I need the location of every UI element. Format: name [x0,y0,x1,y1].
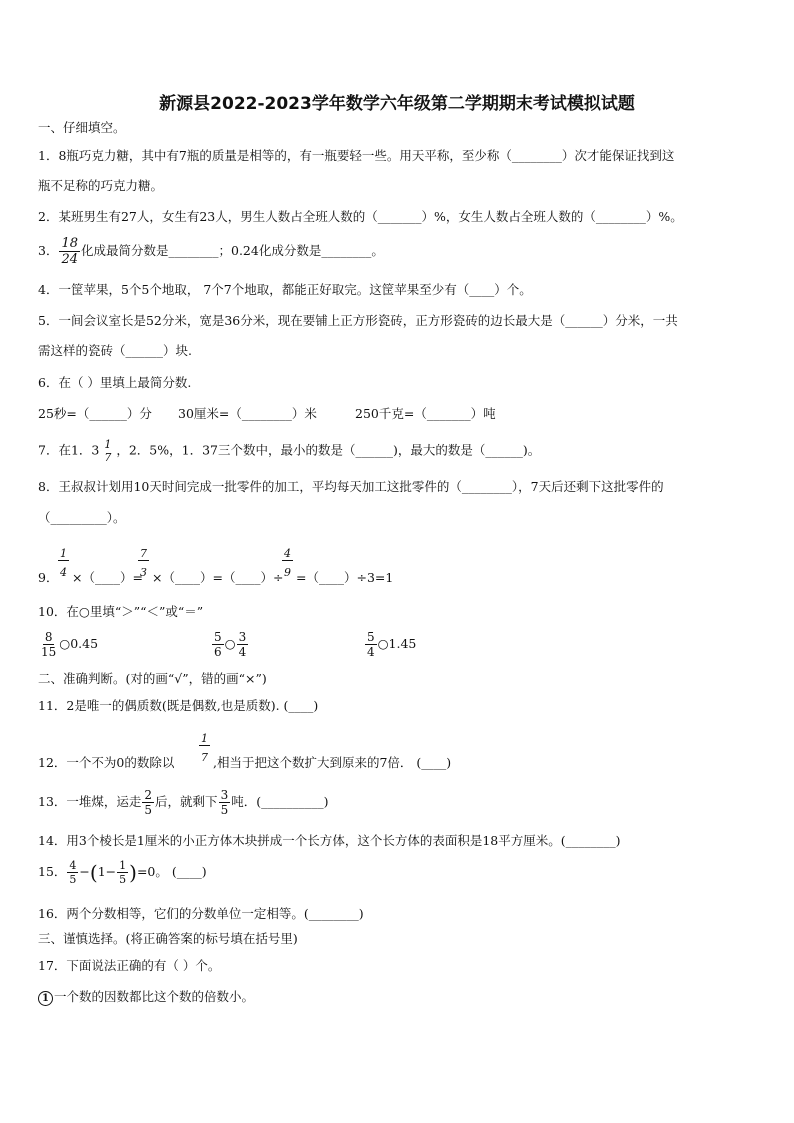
question-11: 11．2是唯一的偶质数(既是偶数,也是质数). (____) [38,698,319,713]
question-7: 7．在1．3 1 7 ，2．5%，1．37三个数中，最小的数是（______)，最大的数是（______)。 [38,438,541,464]
question-6: 6．在（ ）里填上最简分数. [38,375,192,390]
question-6-a: 25秒=（______）分 [38,406,152,421]
question-2: 2．某班男生有27人，女生有23人，男生人数占全班人数的（_______）%，女生人数占全班人数的（________）%。 [38,209,683,224]
question-8-line-2: （_________）。 [38,510,126,525]
fraction: $\frac{7}{3}$ [140,547,147,579]
section-heading-fill: 一、仔细填空。 [38,120,126,135]
fraction: $\frac{3}{4}$ [238,630,247,659]
fraction: $\frac{2}{5}$ [144,788,153,817]
fraction: $\frac{4}{5}$ [69,859,77,886]
question-10-c: $\frac{5}{4}$ ○1.45 [367,630,417,659]
question-13: 13．一堆煤，运走 $\frac{2}{5}$ 后，就剩下 $\frac{3}{5}$ 吨．(__________) [38,788,329,817]
question-5-line-2: 需这样的瓷砖（______）块. [38,343,192,358]
fraction: 1 7 [104,438,112,464]
fraction: $\frac{8}{15}$ [41,630,57,659]
fraction: $\frac{18}{24}$ [61,236,78,267]
fraction: $\frac{5}{4}$ [367,630,375,659]
fraction: $\frac{1}{5}$ [119,859,127,886]
question-1-line-1: 1．8瓶巧克力糖，其中有7瓶的质量是相等的，有一瓶要轻一些。用天平称，至少称（________）次才能保证找到这 [38,148,675,163]
question-17-option-1: 1 一个数的因数都比这个数的倍数小。 [38,989,254,1006]
question-4: 4．一筐苹果，5个5个地取， 7个7个地取，都能正好取完。这筐苹果至少有（____）个。 [38,282,532,297]
question-10: 10．在○里填“＞”“＜”或“＝” [38,604,204,619]
question-3: 3． $\frac{18}{24}$ 化成最简分数是________；0.24化成分数是________。 [38,236,384,267]
question-6-b: 30厘米=（________）米 [178,406,317,421]
question-10-a: $\frac{8}{15}$ ○0.45 [41,630,99,659]
fraction: $\frac{3}{5}$ [220,788,229,817]
question-5-line-1: 5．一间会议室长是52分米，宽是36分米，现在要铺上正方形瓷砖，正方形瓷砖的边长最大是（______）分米，一共 [38,313,678,328]
question-14: 14．用3个棱长是1厘米的小正方体木块拼成一个长方体，这个长方体的表面积是18平方厘米。(________) [38,833,621,848]
circled-number: 1 [38,991,53,1006]
fraction: $\frac{1}{4}$ [60,547,67,579]
question-15: 15． $\frac{4}{5}$ −(1− $\frac{1}{5}$ )=0。 (____) [38,859,207,886]
question-16: 16．两个分数相等，它们的分数单位一定相等。(________) [38,906,364,921]
question-6-c: 250千克=（_______）吨 [355,406,496,421]
question-10-b: $\frac{5}{6}$ ○ $\frac{3}{4}$ [214,630,247,659]
question-8-line-1: 8．王叔叔计划用10天时间完成一批零件的加工，平均每天加工这批零件的（________），7天后还剩下这批零件的 [38,479,664,494]
question-17: 17．下面说法正确的有（ ）个。 [38,958,221,973]
question-1-line-2: 瓶不足称的巧克力糖。 [38,178,164,193]
section-heading-choice: 三、谨慎选择。(将正确答案的标号填在括号里) [38,931,298,946]
section-heading-judge: 二、准确判断。(对的画“√”，错的画“×”) [38,671,267,686]
fraction: $\frac{4}{9}$ [284,547,291,579]
fraction: $\frac{1}{7}$ [201,732,208,764]
fraction: $\frac{5}{6}$ [214,630,222,659]
page-title: 新源县2022-2023学年数学六年级第二学期期末考试模拟试题 [159,94,635,114]
